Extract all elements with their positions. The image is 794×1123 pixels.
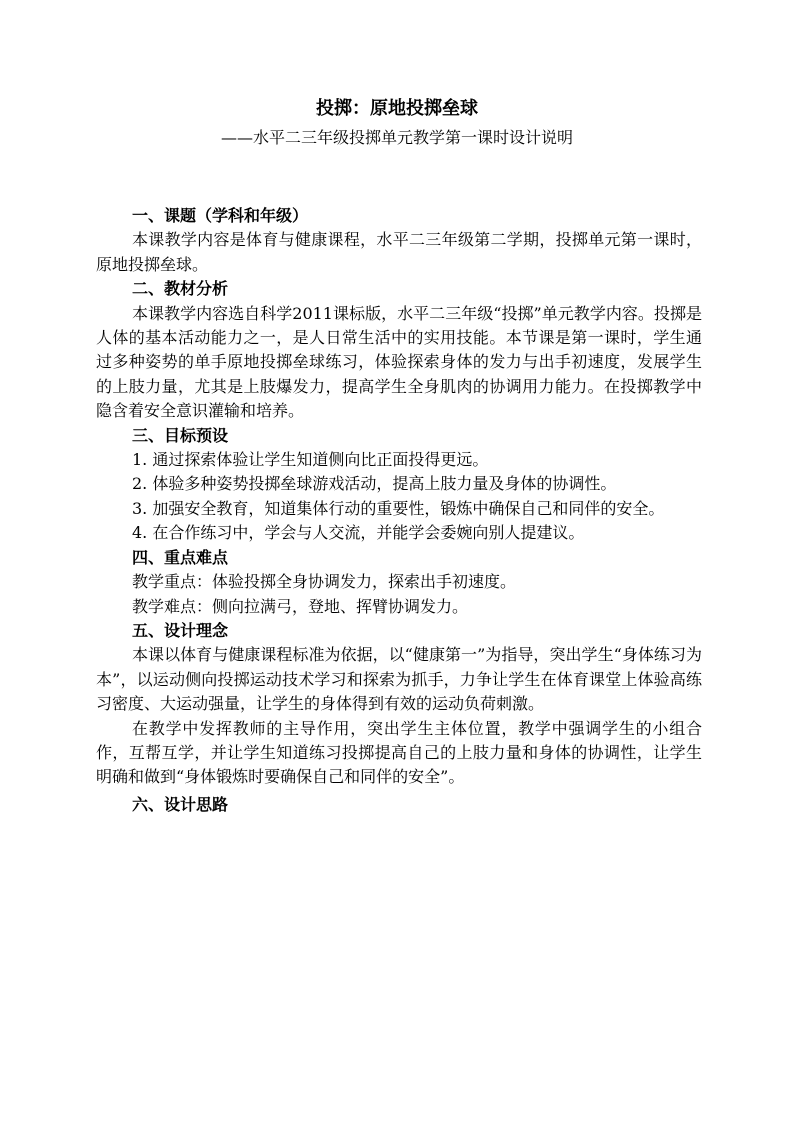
document-body	[96, 204, 702, 817]
section-material-paragraph	[96, 302, 702, 424]
section-heading-material-analysis: 二、教材分析	[132, 279, 229, 299]
key-points-list	[96, 570, 702, 619]
section-heading-key-points: 四、重点难点	[132, 547, 229, 567]
paragraph: 本课教学内容选自科学2011课标版，水平二三年级“投掷”单元教学内容。投掷是人体的基本活动能力之一，是人日常生活中的实用技能。本节课是第一课时，学生通过多种姿势的单手原地投掷垒球练习，体验探索身体的发力与出手初速度，发展学生的上肢力量，尤其是上肢爆发力，提高学生全身肌肉的协调用力能力。在投掷教学中隐含着安全意识灌输和培养。	[96, 303, 702, 421]
section-heading-topic: 一、课题（学科和年级）	[132, 206, 309, 225]
section-topic-paragraph	[96, 228, 702, 277]
paragraph: 在教学中发挥教师的主导作用，突出学生主体位置，教学中强调学生的小组合作，互帮互学，并让学生知道练习投掷提高自己的上肢力量和身体的协调性，让学生明确和做到“身体锻炼时要确保自己和同伴的安全”。	[96, 718, 702, 787]
objective-item: 2. 体验多种姿势投掷垒球游戏活动，提高上肢力量及身体的协调性。	[132, 474, 617, 494]
paragraph: 本课以体育与健康课程标准为依据，以“健康第一”为指导，突出学生“身体练习为本”，以运动侧向投掷运动技术学习和探索为抓手，力争让学生在体育课堂上体验高练习密度、大运动强量，让学生的身体得到有效的运动负荷刺激。	[96, 645, 702, 714]
document-title: 投掷：原地投掷垒球	[316, 98, 478, 119]
objective-list	[96, 448, 702, 546]
objective-item: 1. 通过探索体验让学生知道侧向比正面投得更远。	[132, 450, 489, 470]
section-heading-design-approach: 六、设计思路	[132, 794, 229, 814]
section-heading-objectives: 三、目标预设	[132, 425, 229, 445]
difficulty-line: 教学难点：侧向拉满弓，登地、挥臂协调发力。	[132, 596, 469, 616]
objective-item: 3. 加强安全教育，知道集体行动的重要性，锻炼中确保自己和同伴的安全。	[132, 498, 665, 518]
document-subtitle: ——水平二三年级投掷单元教学第一课时设计说明	[220, 128, 573, 147]
section-heading-design-concept: 五、设计理念	[132, 620, 229, 640]
key-point-line: 教学重点：体验投掷全身协调发力，探索出手初速度。	[132, 572, 517, 592]
section-concept-paragraphs	[96, 643, 702, 789]
paragraph: 本课教学内容是体育与健康课程，水平二三年级第二学期，投掷单元第一课时，原地投掷垒球。	[96, 230, 702, 274]
objective-item: 4. 在合作练习中，学会与人交流，并能学会委婉向别人提建议。	[132, 523, 585, 543]
